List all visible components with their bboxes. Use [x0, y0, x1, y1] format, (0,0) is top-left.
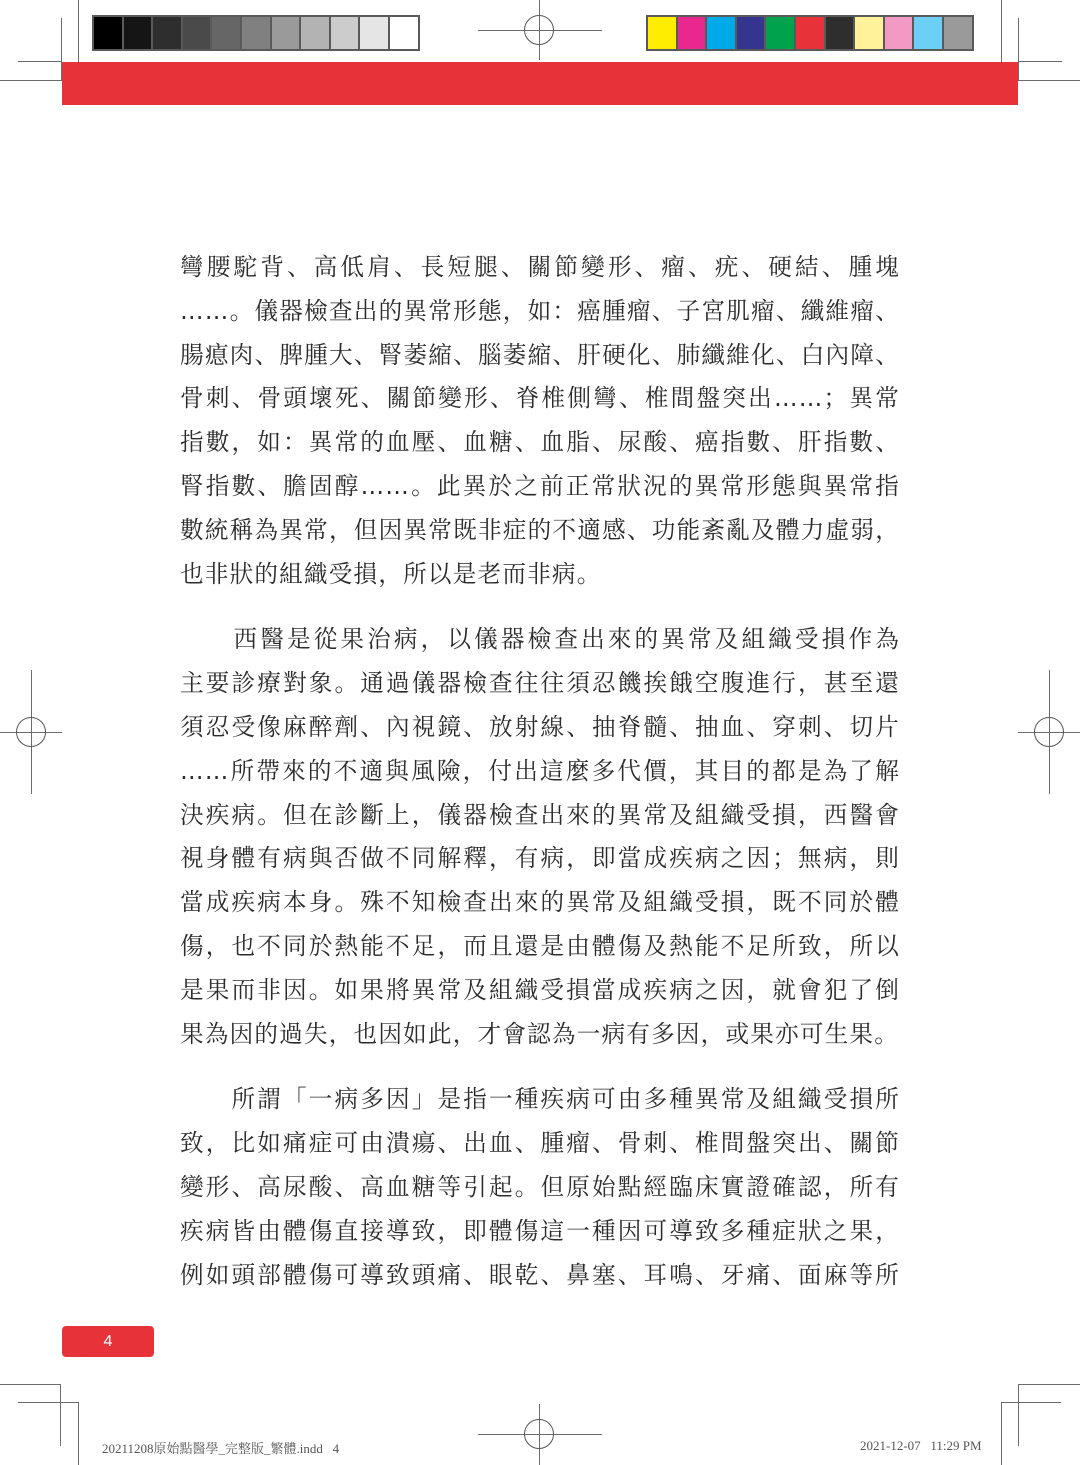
text-line: 視身體有病與否做不同解釋，有病，即當成疾病之因；無病，則 — [180, 844, 900, 873]
page-number-badge — [62, 1326, 154, 1357]
crop-mark — [0, 80, 62, 81]
text-line: 須忍受像麻醉劑、內視鏡、放射線、抽脊髓、抽血、穿刺、切片 — [180, 712, 900, 741]
crop-mark — [78, 0, 79, 62]
text-line: 所謂「一病多因」是指一種疾病可由多種異常及組織受損所 — [180, 1085, 900, 1114]
color-swatch — [183, 17, 211, 49]
page-number: 4 — [103, 1332, 113, 1350]
color-swatch — [242, 17, 270, 49]
grayscale-color-bar — [92, 15, 420, 51]
color-swatch — [944, 17, 972, 49]
text-line: 果為因的過失，也因如此，才會認為一病有多因，或果亦可生果。 — [180, 1019, 900, 1048]
text-line: 彎腰駝背、高低肩、長短腿、關節變形、瘤、疣、硬結、腫塊 — [180, 253, 900, 281]
color-swatch — [914, 17, 942, 49]
crop-mark — [78, 1402, 79, 1465]
paragraph — [180, 1078, 900, 1297]
color-swatch — [331, 17, 359, 49]
paragraph — [180, 246, 900, 596]
text-line: 變形、高尿酸、高血糖等引起。但原始點經臨床實證確認，所有 — [180, 1172, 900, 1201]
color-swatch — [94, 17, 122, 49]
color-swatch — [796, 17, 824, 49]
text-line: 致，比如痛症可由潰瘍、出血、腫瘤、骨刺、椎間盤突出、關節 — [180, 1129, 900, 1158]
crop-mark — [1018, 1384, 1080, 1385]
color-swatch — [678, 17, 706, 49]
header-red-band — [62, 62, 1018, 105]
text-line: 例如頭部體傷可導致頭痛、眼乾、鼻塞、耳鳴、牙痛、面麻等所 — [180, 1260, 900, 1289]
text-line: 腸瘜肉、脾腫大、腎萎縮、腦萎縮、肝硬化、肺纖維化、白內障、 — [180, 340, 900, 369]
color-swatch — [885, 17, 913, 49]
text-line: ……所帶來的不適與風險，付出這麼多代價，其目的都是為了解 — [180, 756, 900, 785]
color-swatch — [390, 17, 418, 49]
crop-mark — [1018, 18, 1019, 80]
text-line: 腎指數、膽固醇……。此異於之前正常狀況的異常形態與異常指 — [180, 471, 900, 500]
color-swatch — [648, 17, 676, 49]
text-line: 主要診療對象。通過儀器檢查往往須忍饑挨餓空腹進行，甚至還 — [180, 669, 900, 698]
crop-mark — [1001, 1402, 1002, 1465]
color-swatch — [212, 17, 240, 49]
crop-mark — [1018, 61, 1062, 62]
crop-mark — [1001, 0, 1002, 62]
text-line: 決疾病。但在診斷上，儀器檢查出來的異常及組織受損，西醫會 — [180, 800, 900, 829]
footer-timestamp: 2021-12-07 11:29 PM — [860, 1438, 982, 1453]
text-line: 傷，也不同於熱能不足，而且還是由體傷及熱能不足所致，所以 — [180, 931, 900, 960]
color-swatch — [124, 17, 152, 49]
color-swatch — [153, 17, 181, 49]
crop-mark — [18, 61, 62, 62]
crop-mark — [18, 1402, 78, 1403]
text-line: 西醫是從果治病，以儀器檢查出來的異常及組織受損作為 — [180, 625, 900, 654]
color-swatch — [272, 17, 300, 49]
color-swatch — [360, 17, 388, 49]
text-line: 也非狀的組織受損，所以是老而非病。 — [180, 559, 602, 588]
color-swatch — [826, 17, 854, 49]
footer-file-name: 20211208原始點醫學_完整版_繁體.indd 4 — [102, 1441, 340, 1456]
text-line: 當成疾病本身。殊不知檢查出來的異常及組織受損，既不同於體 — [180, 888, 900, 917]
text-line: 疾病皆由體傷直接導致，即體傷這一種因可導致多種症狀之果， — [180, 1216, 900, 1245]
body-text — [180, 246, 900, 1297]
color-swatch — [766, 17, 794, 49]
text-line: 指數，如：異常的血壓、血糖、血脂、尿酸、癌指數、肝指數、 — [180, 428, 900, 457]
color-swatch — [707, 17, 735, 49]
text-line: 數統稱為異常，但因異常既非症的不適感、功能紊亂及體力虛弱， — [180, 515, 900, 544]
crop-mark — [1018, 80, 1080, 81]
color-swatch — [737, 17, 765, 49]
text-line: ……。儀器檢查出的異常形態，如：癌腫瘤、子宮肌瘤、纖維瘤、 — [180, 296, 900, 325]
crop-mark — [60, 1384, 61, 1446]
crop-mark — [1001, 1402, 1061, 1403]
process-color-bar — [646, 15, 974, 51]
color-swatch — [301, 17, 329, 49]
paragraph — [180, 618, 900, 1056]
color-swatch — [855, 17, 883, 49]
text-line: 骨刺、骨頭壞死、關節變形、脊椎側彎、椎間盤突出……；異常 — [180, 384, 900, 413]
text-line: 是果而非因。如果將異常及組織受損當成疾病之因，就會犯了倒 — [180, 975, 900, 1004]
crop-mark — [1018, 1384, 1019, 1446]
crop-mark — [0, 1384, 61, 1385]
